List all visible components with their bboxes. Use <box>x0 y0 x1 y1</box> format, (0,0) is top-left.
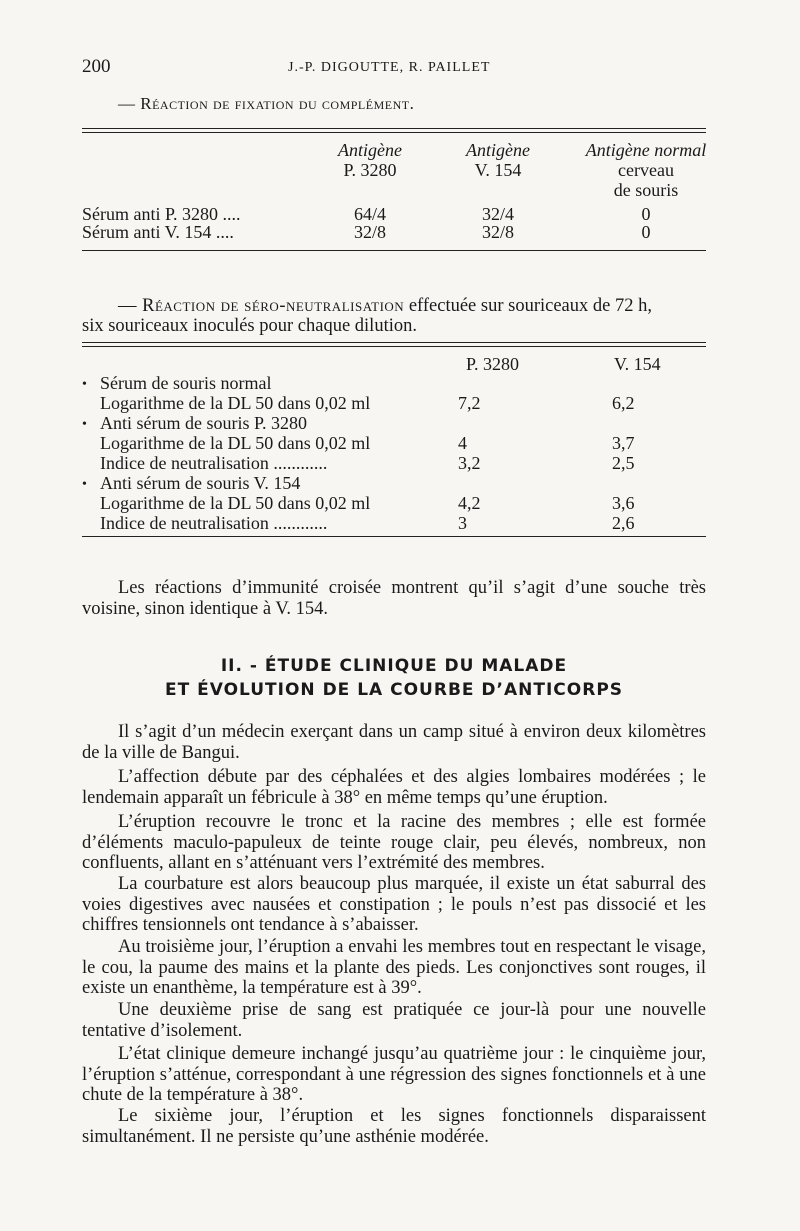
table1-row2-val2: 32/8 <box>481 222 514 242</box>
table2-row-bullet: • <box>82 417 87 432</box>
table1-col1-line2: P. 3280 <box>343 160 397 180</box>
table1-col3-line3: de souris <box>613 180 679 200</box>
paragraph-6: Une deuxième prise de sang est pratiquée ce jour-là pour une nouvelle tentative d’isolement. <box>82 1000 706 1041</box>
table2-row-label: Anti sérum de souris V. 154 <box>100 473 301 493</box>
table2-top-rule-2 <box>82 346 706 347</box>
table2-col-p3280: P. 3280 <box>466 354 520 374</box>
table2-cell-v154: 3,7 <box>612 433 635 453</box>
table1-row2-label: Sérum anti V. 154 .... <box>82 222 234 242</box>
table2-caption-line2: six souriceaux inoculés pour chaque dilution. <box>82 316 417 336</box>
table2-cell-p3280: 3 <box>458 513 467 533</box>
table2-caption-title: — Réaction de séro-neutralisation <box>118 296 405 316</box>
table1-row1-val3: 0 <box>641 204 651 224</box>
table2-row-label: Sérum de souris normal <box>100 373 272 393</box>
page-number: 200 <box>82 56 111 77</box>
table2-cell-v154: 2,5 <box>612 453 635 473</box>
table2-row-bullet: • <box>82 477 87 492</box>
section-heading-line1: II. - ÉTUDE CLINIQUE DU MALADE <box>220 656 568 676</box>
paragraph-2: L’affection débute par des céphalées et des algies lombaires modérées ; le lendemain apparaît un fébricule à 38° en même temps qu’une éruption. <box>82 767 706 808</box>
table2-cell-v154: 2,6 <box>612 513 635 533</box>
table2-cell-p3280: 3,2 <box>458 453 481 473</box>
conclusion-paragraph: Les réactions d’immunité croisée montrent qu’il s’agit d’une souche très voisine, sinon identique à V. 154. <box>82 578 706 619</box>
table2-row-label: Anti sérum de souris P. 3280 <box>100 413 307 433</box>
paragraph-7: L’état clinique demeure inchangé jusqu’au quatrième jour : le cinquième jour, l’éruption s’atténue, correspondant à une régression des signes fonctionnels et à une chute de la température à 38°. <box>82 1044 706 1106</box>
table2-cell-p3280: 4 <box>458 433 467 453</box>
table1-top-rule-2 <box>82 132 706 133</box>
table1-col3-line2: cerveau <box>618 160 674 180</box>
table1-row2-val3: 0 <box>641 222 651 242</box>
table2-row-label: Logarithme de la DL 50 dans 0,02 ml <box>100 493 371 513</box>
table2-caption-rest: effectuée sur souriceaux de 72 h, <box>408 296 652 316</box>
table1-top-rule <box>82 128 706 129</box>
table1-col2-line1: Antigène <box>466 140 530 160</box>
table1-caption: — Réaction de fixation du complément. <box>118 94 415 113</box>
table1-col3-line1: Antigène normal <box>585 140 707 160</box>
table1-row1-label: Sérum anti P. 3280 .... <box>82 204 241 224</box>
paragraph-4: La courbature est alors beaucoup plus marquée, il existe un état saburral des voies digestives avec nausées et constipation ; le pouls n’est pas dissocié et les chiffres tensionnels ont tendance à s’abaisser. <box>82 874 706 936</box>
table1-bottom-rule <box>82 250 706 251</box>
table2-cell-p3280: 4,2 <box>458 493 481 513</box>
paragraph-5: Au troisième jour, l’éruption a envahi les membres tout en respectant le visage, le cou, la paume des mains et la plante des pieds. Les conjonctives sont rouges, il existe un enanthème, la température est à 39°. <box>82 937 706 999</box>
running-head: J.-P. DIGOUTTE, R. PAILLET <box>288 60 491 75</box>
table2-row-label: Indice de neutralisation ............ <box>100 513 328 533</box>
table2-row-label: Logarithme de la DL 50 dans 0,02 ml <box>100 433 371 453</box>
table2-cell-p3280: 7,2 <box>458 393 481 413</box>
paragraph-3: L’éruption recouvre le tronc et la racine des membres ; elle est formée d’éléments maculo-papuleux de teinte rouge clair, peu élevés, nombreux, non confluents, allant en s’atténuant vers l’extrémité des membres. <box>82 812 706 874</box>
paragraph-8: Le sixième jour, l’éruption et les signes fonctionnels disparaissent simultanément. Il ne persiste qu’une asthénie modérée. <box>82 1106 706 1147</box>
table2-row-label: Indice de neutralisation ............ <box>100 453 328 473</box>
table1-col2-line2: V. 154 <box>474 160 522 180</box>
table2-top-rule <box>82 342 706 343</box>
table2-caption <box>118 296 652 317</box>
table1-row1-val2: 32/4 <box>481 204 514 224</box>
table1-col1-line1: Antigène <box>338 140 402 160</box>
table2-row-bullet: • <box>82 377 87 392</box>
table1-row2-val1: 32/8 <box>353 222 386 242</box>
table2-cell-v154: 3,6 <box>612 493 635 513</box>
table1-row1-val1: 64/4 <box>353 204 386 224</box>
paragraph-1: Il s’agit d’un médecin exerçant dans un camp situé à environ deux kilomètres de la ville de Bangui. <box>82 722 706 763</box>
table2-cell-v154: 6,2 <box>612 393 635 413</box>
table2-row-label: Logarithme de la DL 50 dans 0,02 ml <box>100 393 371 413</box>
table2-bottom-rule <box>82 536 706 537</box>
table2-col-v154: V. 154 <box>614 354 661 374</box>
section-heading-line2: ET ÉVOLUTION DE LA COURBE D’ANTICORPS <box>164 680 624 700</box>
